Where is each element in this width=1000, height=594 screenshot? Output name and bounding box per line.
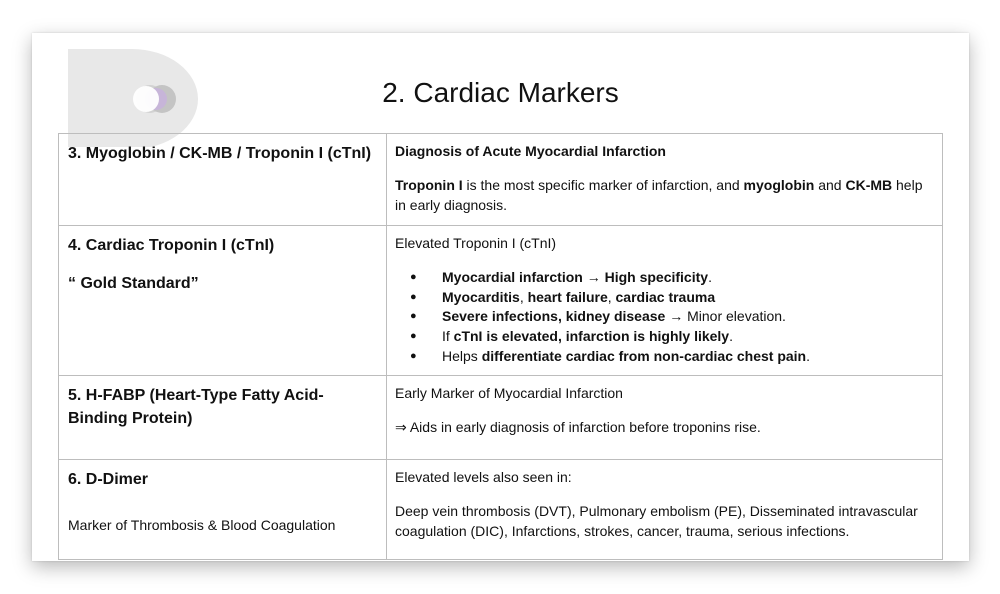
- markers-table: [58, 133, 943, 560]
- list-item: ● Helps differentiate cardiac from non-cardiac chest pain.: [395, 347, 933, 367]
- marker-name-cell: [59, 226, 387, 376]
- table-row: [59, 226, 943, 376]
- slide: [32, 33, 969, 561]
- description-heading: Elevated Troponin I (cTnI): [395, 235, 557, 251]
- description-heading: Early Marker of Myocardial Infarction: [395, 385, 623, 401]
- list-item: ● Severe infections, kidney disease → Minor elevation.: [395, 307, 933, 327]
- marker-name-cell: [59, 134, 387, 226]
- marker-description-cell: [387, 134, 943, 226]
- marker-title: 4. Cardiac Troponin I (cTnI): [68, 237, 275, 254]
- table-row: [59, 460, 943, 560]
- table-row: [59, 376, 943, 460]
- marker-description-cell: [387, 226, 943, 376]
- description-text: Troponin I is the most specific marker of infarction, and myoglobin and CK-MB help in early diagnosis.: [395, 177, 923, 213]
- list-item: ● Myocarditis, heart failure, cardiac trauma: [395, 288, 933, 308]
- marker-name-cell: [59, 460, 387, 560]
- table-row: [59, 134, 943, 226]
- marker-title: 3. Myoglobin / CK-MB / Troponin I (cTnI): [68, 145, 372, 162]
- marker-description-cell: [387, 460, 943, 560]
- marker-description-cell: [387, 376, 943, 460]
- list-item: ● Myocardial infarction → High specificity.: [395, 268, 933, 288]
- description-heading: Elevated levels also seen in:: [395, 469, 572, 485]
- list-item: ● If cTnI is elevated, infarction is highly likely.: [395, 327, 933, 347]
- bullet-list: [395, 268, 933, 367]
- description-heading: Diagnosis of Acute Myocardial Infarction: [395, 143, 666, 159]
- page-title: 2. Cardiac Markers: [382, 77, 619, 108]
- marker-name-cell: [59, 376, 387, 460]
- description-text: ⇒ Aids in early diagnosis of infarction before troponins rise.: [395, 419, 761, 435]
- description-text: Deep vein thrombosis (DVT), Pulmonary embolism (PE), Disseminated intravascular coagulation (DIC), Infarctions, strokes, cancer, trauma, serious infections.: [395, 503, 918, 539]
- marker-subtitle: Marker of Thrombosis & Blood Coagulation: [68, 517, 336, 533]
- marker-title: 5. H-FABP (Heart-Type Fatty Acid-Binding Protein): [68, 387, 324, 427]
- marker-subtitle: “ Gold Standard”: [68, 275, 199, 292]
- marker-title: 6. D-Dimer: [68, 471, 149, 488]
